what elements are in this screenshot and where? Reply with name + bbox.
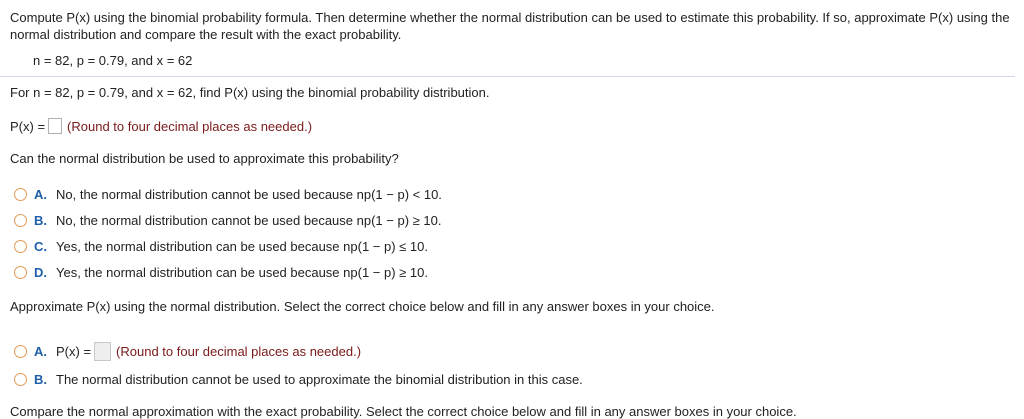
px-label: P(x) = bbox=[10, 118, 46, 134]
part2-question: Can the normal distribution be used to approximate this probability? bbox=[10, 151, 399, 166]
approx-choice-b[interactable] bbox=[14, 372, 583, 387]
px-answer-input[interactable] bbox=[48, 118, 62, 134]
radio-button[interactable] bbox=[14, 345, 27, 358]
choice-letter: D. bbox=[34, 265, 47, 280]
choice-c[interactable] bbox=[14, 239, 428, 254]
choice-letter: A. bbox=[34, 187, 47, 202]
choice-d[interactable] bbox=[14, 265, 428, 280]
choice-b[interactable] bbox=[14, 213, 441, 228]
radio-button[interactable] bbox=[14, 240, 27, 253]
px-label: P(x) = bbox=[56, 344, 92, 359]
problem-statement: Compute P(x) using the binomial probability formula. Then determine whether the normal distribution can be used to estimate this probability. If so, approximate P(x) using the normal distribution and compare the result with the exact probability. bbox=[10, 10, 1010, 42]
radio-button[interactable] bbox=[14, 373, 27, 386]
choice-text: Yes, the normal distribution can be used because np(1 − p) ≤ 10. bbox=[56, 239, 428, 254]
choice-text: The normal distribution cannot be used to approximate the binomial distribution in this case. bbox=[56, 372, 583, 387]
choice-letter: C. bbox=[34, 239, 47, 254]
choice-letter: B. bbox=[34, 372, 47, 387]
part1-question: For n = 82, p = 0.79, and x = 62, find P(x) using the binomial probability distribution. bbox=[10, 85, 490, 100]
rounding-hint: (Round to four decimal places as needed.) bbox=[67, 118, 313, 134]
part3-question: Approximate P(x) using the normal distribution. Select the correct choice below and fill in any answer boxes in your choice. bbox=[10, 299, 715, 314]
radio-button[interactable] bbox=[14, 188, 27, 201]
radio-button[interactable] bbox=[14, 214, 27, 227]
part4-question-cutoff: Compare the normal approximation with the exact probability. Select the correct choice below and fill in any answer boxes in your choice. bbox=[10, 404, 797, 419]
choice-text: No, the normal distribution cannot be used because np(1 − p) ≥ 10. bbox=[56, 213, 442, 228]
approx-px-answer-input[interactable] bbox=[94, 342, 111, 361]
choice-a[interactable] bbox=[14, 187, 442, 202]
section-divider bbox=[0, 76, 1015, 77]
choice-letter: A. bbox=[34, 344, 47, 359]
rounding-hint: (Round to four decimal places as needed.) bbox=[116, 344, 362, 359]
radio-button[interactable] bbox=[14, 266, 27, 279]
choice-text: Yes, the normal distribution can be used because np(1 − p) ≥ 10. bbox=[56, 265, 428, 280]
problem-parameters: n = 82, p = 0.79, and x = 62 bbox=[33, 53, 193, 68]
approx-choice-a[interactable] bbox=[14, 342, 361, 361]
part1-answer-row bbox=[10, 118, 312, 134]
choice-letter: B. bbox=[34, 213, 47, 228]
choice-text: No, the normal distribution cannot be used because np(1 − p) < 10. bbox=[56, 187, 442, 202]
